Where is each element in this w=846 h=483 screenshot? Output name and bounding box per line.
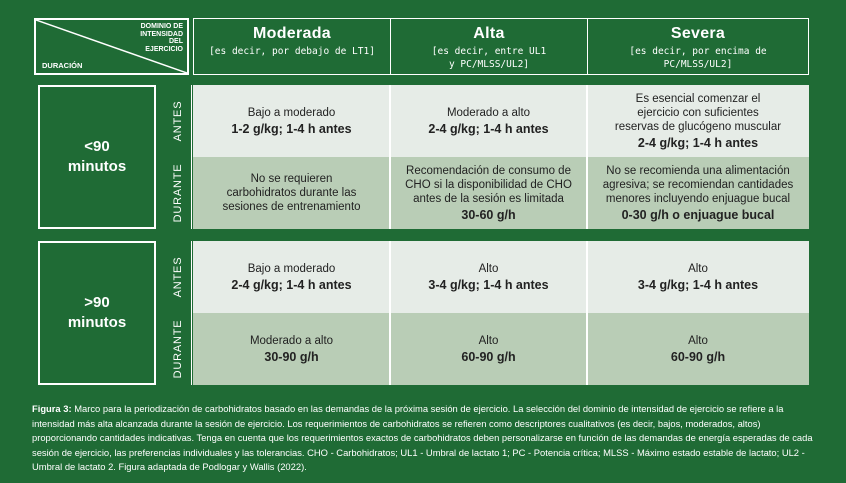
column-subtitle-line: PC/MLSS/UL2] bbox=[663, 59, 733, 70]
phase-text: ANTES bbox=[171, 256, 184, 298]
duration-line: minutos bbox=[67, 158, 127, 175]
corner-intensity-line: DOMINIO DE bbox=[140, 23, 183, 30]
column-subtitle-line: [es decir, por debajo de LT1] bbox=[209, 46, 375, 57]
cell-amount: 3-4 g/kg; 1-4 h antes bbox=[428, 278, 549, 292]
column-header-severa bbox=[587, 18, 809, 75]
cell-text: ejercicio con suficientes bbox=[637, 107, 759, 119]
cell-over90-durante-alta bbox=[390, 313, 587, 385]
cell-amount: 1-2 g/kg; 1-4 h antes bbox=[231, 122, 352, 136]
column-divider bbox=[389, 241, 391, 385]
cell-text: Recomendación de consumo de bbox=[406, 165, 571, 177]
duration-label-under-90 bbox=[38, 85, 156, 229]
column-subtitle bbox=[588, 45, 808, 71]
cell-text: No se requieren bbox=[250, 173, 333, 185]
cell-text: Es esencial comenzar el bbox=[635, 93, 761, 105]
column-title: Moderada bbox=[253, 25, 331, 42]
cell-amount: 3-4 g/kg; 1-4 h antes bbox=[637, 278, 759, 292]
cell-text: Moderado a alto bbox=[249, 335, 334, 347]
cell-under90-durante-moderada bbox=[193, 157, 390, 229]
column-subtitle-line: [es decir, entre UL1 bbox=[431, 46, 547, 57]
cell-amount: 0-30 g/h o enjuague bucal bbox=[621, 208, 775, 222]
corner-intensity-label bbox=[140, 23, 183, 53]
cell-over90-durante-severa bbox=[587, 313, 809, 385]
cell-amount: 30-90 g/h bbox=[264, 350, 319, 364]
cell-amount: 60-90 g/h bbox=[670, 350, 726, 364]
cell-over90-antes-moderada bbox=[193, 241, 390, 313]
corner-intensity-line: EJERCICIO bbox=[145, 45, 183, 53]
cell-text: antes de la sesión es limitada bbox=[413, 193, 564, 205]
column-subtitle bbox=[194, 45, 390, 58]
cell-text: Bajo a moderado bbox=[247, 263, 336, 275]
phase-label-durante bbox=[164, 157, 192, 229]
column-divider bbox=[586, 85, 588, 229]
cell-text: Alto bbox=[688, 263, 708, 275]
cell-amount: 2-4 g/kg; 1-4 h antes bbox=[231, 278, 352, 292]
cell-under90-antes-moderada bbox=[193, 85, 390, 157]
cell-text: No se recomienda una alimentación bbox=[606, 165, 790, 177]
phase-label-durante bbox=[164, 313, 192, 385]
caption-text: Marco para la periodización de carbohidratos basado en las demandas de la próxima sesión de ejercicio. La selección del dominio de intensidad de ejercicio se refiere a la intensidad más alta alcanzada durante la sesión de ejercicio. Los requerimientos de carbohidratos se refieren como descriptores cualitativos (es decir, bajos, moderados, altos) proporcionando cantidades indicativas. Tenga en cuenta que los requerimientos exactos de carbohidratos deben personalizarse en función de las demandas de energía esperadas de cada sesión de ejercicio, las preferencias individuales y las tolerancias. CHO - Carbohidratos; UL1 - Umbral de lactato 1; PC - Potencia crítica; MLSS - Máximo estado estable de lactato; UL2 - Umbral de lactato 2. Figura adaptada de Podlogar y Wallis (2022). bbox=[32, 403, 813, 473]
column-subtitle bbox=[391, 45, 587, 71]
cell-text: agresiva; se recomiendan cantidades bbox=[602, 179, 794, 191]
column-title: Severa bbox=[670, 25, 726, 42]
cell-under90-durante-alta bbox=[390, 157, 587, 229]
cell-text: carbohidratos durante las bbox=[226, 187, 357, 199]
cell-text: CHO si la disponibilidad de CHO bbox=[405, 179, 572, 191]
cell-over90-antes-alta bbox=[390, 241, 587, 313]
column-subtitle-line: [es decir, por encima de bbox=[629, 46, 767, 57]
figure-label: Figura 3: bbox=[32, 403, 72, 414]
column-header-alta bbox=[390, 18, 587, 75]
cell-text: Moderado a alto bbox=[446, 107, 531, 119]
column-divider bbox=[586, 241, 588, 385]
cell-text: sesiones de entrenamiento bbox=[222, 201, 361, 213]
cell-text: Alto bbox=[478, 263, 499, 275]
cell-under90-antes-alta bbox=[390, 85, 587, 157]
cell-text: menores incluyendo enjuague bucal bbox=[605, 193, 791, 205]
phase-text: DURANTE bbox=[171, 319, 184, 379]
duration-line: <90 bbox=[84, 138, 110, 155]
cell-text: Alto bbox=[688, 335, 708, 347]
phase-label-antes bbox=[164, 85, 192, 157]
corner-intensity-line: DEL bbox=[169, 38, 183, 45]
cell-text: Alto bbox=[478, 335, 499, 347]
cell-under90-antes-severa bbox=[587, 85, 809, 157]
cell-amount: 60-90 g/h bbox=[461, 350, 516, 364]
cell-text: reservas de glucógeno muscular bbox=[614, 121, 782, 133]
corner-intensity-line: INTENSIDAD bbox=[140, 30, 183, 38]
cell-under90-durante-severa bbox=[587, 157, 809, 229]
cell-text: Bajo a moderado bbox=[247, 107, 336, 119]
corner-header bbox=[34, 18, 189, 75]
figure-caption bbox=[32, 402, 817, 475]
phase-text: ANTES bbox=[171, 100, 184, 142]
phase-label-antes bbox=[164, 241, 192, 313]
cell-amount: 2-4 g/kg; 1-4 h antes bbox=[428, 122, 549, 136]
duration-line: >90 bbox=[84, 294, 110, 311]
cell-amount: 30-60 g/h bbox=[461, 208, 516, 222]
cell-amount: 2-4 g/kg; 1-4 h antes bbox=[637, 136, 759, 150]
column-subtitle-line: y PC/MLSS/UL2] bbox=[448, 59, 530, 70]
cell-over90-durante-moderada bbox=[193, 313, 390, 385]
duration-line: minutos bbox=[67, 314, 127, 331]
phase-text: DURANTE bbox=[171, 163, 184, 223]
duration-label-over-90 bbox=[38, 241, 156, 385]
column-divider bbox=[389, 85, 391, 229]
column-header-moderada bbox=[193, 18, 390, 75]
column-title: Alta bbox=[473, 25, 505, 42]
cell-over90-antes-severa bbox=[587, 241, 809, 313]
corner-duration-label: DURACIÓN bbox=[42, 61, 83, 70]
